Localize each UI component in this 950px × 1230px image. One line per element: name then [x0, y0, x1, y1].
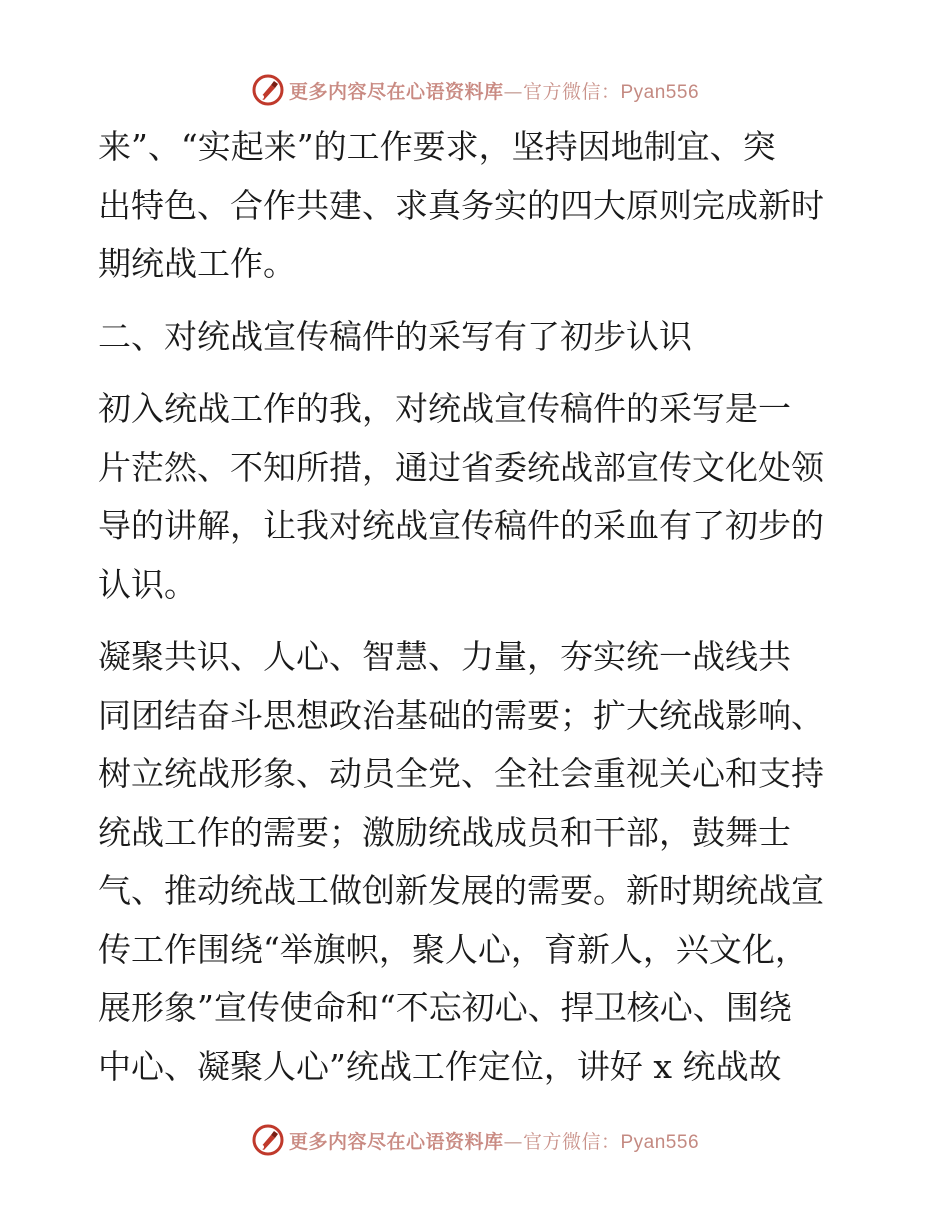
paragraph [98, 628, 858, 1096]
text-line: 片茫然、不知所措，通过省委统战部宣传文化处领 [98, 447, 824, 487]
section-heading [98, 308, 858, 367]
text-line: 期统战工作。 [98, 244, 296, 283]
paragraph [98, 118, 858, 294]
watermark-id: Pyan556 [620, 1131, 700, 1153]
watermark-sep: — [503, 1130, 523, 1153]
watermark-id: Pyan556 [620, 81, 700, 103]
watermark-text [289, 1127, 699, 1154]
text-line: 展形象”宣传使命和“不忘初心、捍卫核心、围绕 [98, 988, 792, 1027]
text-line: 来”、“实起来”的工作要求，坚持因地制宜、突 [98, 127, 776, 166]
watermark-text [289, 77, 699, 104]
text-line: 同团结奋斗思想政治基础的需要；扩大统战影响、 [98, 695, 824, 735]
text-line: 气、推动统战工做创新发展的需要。新时期统战宣 [98, 871, 824, 910]
text-line: 认识。 [98, 564, 197, 604]
watermark-main: 更多内容尽在心语资料库 [288, 1130, 504, 1153]
text-line: 凝聚共识、人心、智慧、力量，夯实统一战线共 [98, 637, 791, 676]
heading-line: 二、对统战宣传稿件的采写有了初步认识 [98, 316, 692, 356]
watermark-wechat: 官方微信： [522, 80, 621, 103]
footer-watermark [0, 1120, 950, 1160]
text-line: 出特色、合作共建、求真务实的四大原则完成新时 [98, 185, 824, 225]
text-line: 初入统战工作的我，对统战宣传稿件的采写是一 [98, 389, 791, 428]
text-line: 传工作围绕“举旗帜，聚人心，育新人，兴文化， [98, 929, 808, 969]
text-line: 树立统战形象、动员全党、全社会重视关心和支持 [98, 754, 824, 793]
watermark-sep: — [503, 80, 523, 103]
pen-logo-icon [251, 1123, 285, 1157]
header-watermark [0, 70, 950, 110]
text-line: 统战工作的需要；激励统战成员和干部，鼓舞士 [98, 812, 791, 852]
paragraph [98, 380, 858, 614]
watermark-wechat: 官方微信： [522, 1130, 621, 1153]
pen-logo-icon [251, 73, 285, 107]
text-line: 中心、凝聚人心”统战工作定位，讲好 x 统战故 [98, 1046, 782, 1086]
watermark-main: 更多内容尽在心语资料库 [288, 80, 504, 103]
text-line: 导的讲解，让我对统战宣传稿件的采血有了初步的 [98, 506, 824, 545]
document-body [98, 118, 858, 1096]
